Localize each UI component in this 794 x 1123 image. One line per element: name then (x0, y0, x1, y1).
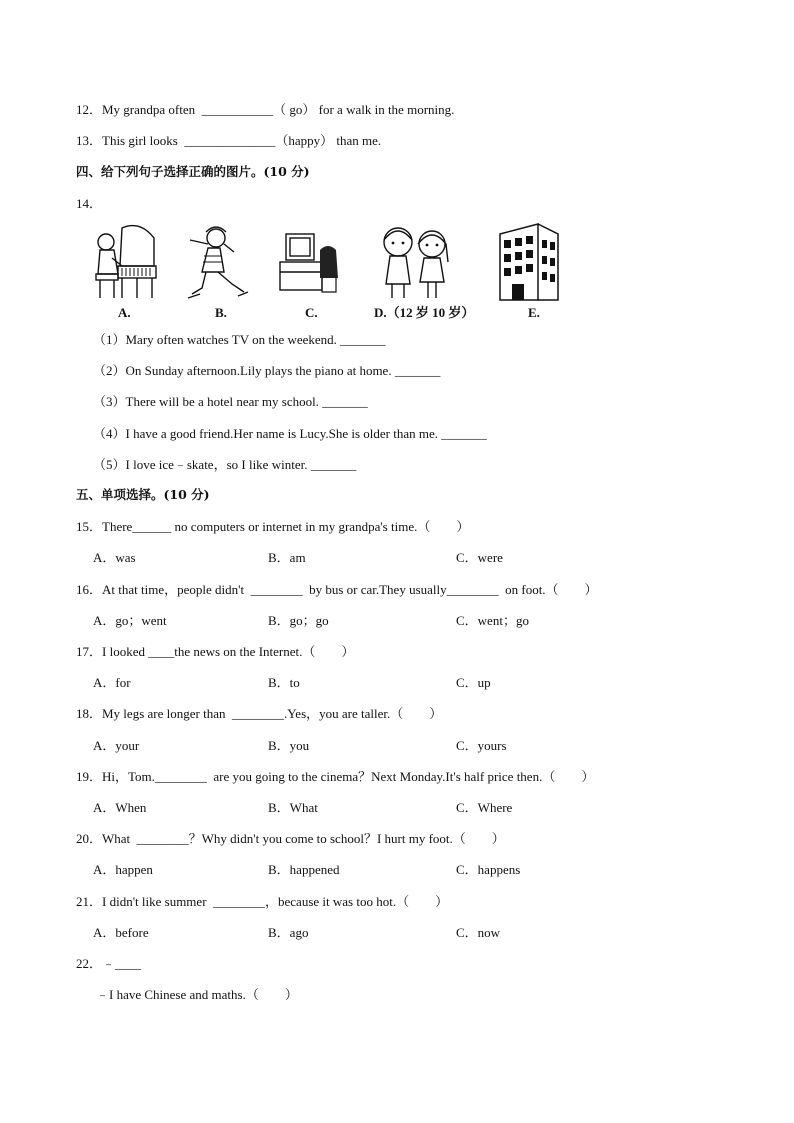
q16-option-a: A．go；went (93, 613, 167, 628)
picture-e-label: E. (528, 305, 540, 320)
picture-d-label: D.（12 岁 10 岁） (374, 305, 475, 320)
question-22-reply: ﹣I have Chinese and maths.（ ） (96, 987, 298, 1002)
picture-b-skater (184, 222, 252, 302)
q16-option-c: C．went；go (456, 613, 529, 628)
tv-watching-drawing (276, 230, 342, 300)
picture-c-label: C. (305, 305, 318, 320)
q19-option-a: A．When (93, 800, 147, 815)
hotel-building-drawing (494, 220, 562, 302)
section-5-heading: 五、单项选择。(10 分) (76, 487, 210, 502)
sentence-5: （5）I love ice﹣skate，so I like winter. _______ (93, 457, 357, 472)
question-17: 17．I looked ____the news on the Internet.（ ） (76, 644, 355, 659)
sentence-2: （2）On Sunday afternoon.Lily plays the piano at home. _______ (93, 363, 441, 378)
skating-kid-drawing (184, 222, 252, 302)
q18-option-a: A．your (93, 738, 140, 753)
question-16: 16．At that time，people didn't ________ by bus or car.They usually________ on foot.（ ） (76, 582, 598, 597)
piano-girl-drawing (92, 218, 162, 302)
q15-option-c: C．were (456, 550, 503, 565)
q21-option-a: A．before (93, 925, 149, 940)
question-20: 20．What ________？Why didn't you come to school？I hurt my foot.（ ） (76, 831, 505, 846)
question-21: 21．I didn't like summer ________，because it was too hot.（ ） (76, 894, 449, 909)
picture-a-piano (92, 218, 162, 302)
q21-option-c: C．now (456, 925, 501, 940)
q20-option-a: A．happen (93, 862, 153, 877)
picture-e-building (494, 220, 562, 302)
question-22: 22．﹣____ (76, 956, 142, 971)
q19-option-c: C．Where (456, 800, 513, 815)
q19-option-b: B．What (268, 800, 318, 815)
sentence-1: （1）Mary often watches TV on the weekend. _______ (93, 332, 386, 347)
q17-option-a: A．for (93, 675, 131, 690)
question-12: 12．My grandpa often ___________（ go） for a walk in the morning. (76, 102, 455, 117)
q15-option-b: B．am (268, 550, 306, 565)
two-girls-drawing (380, 222, 454, 302)
picture-d-two-girls (380, 222, 454, 302)
q17-option-b: B．to (268, 675, 300, 690)
question-19: 19．Hi，Tom.________ are you going to the cinema？Next Monday.It's half price then.（ ） (76, 769, 595, 784)
question-18: 18．My legs are longer than ________.Yes，you are taller.（ ） (76, 706, 443, 721)
q16-option-b: B．go；go (268, 613, 329, 628)
picture-a-label: A. (118, 305, 131, 320)
sentence-4: （4）I have a good friend.Her name is Lucy.She is older than me. _______ (93, 426, 487, 441)
question-13: 13．This girl looks ______________（happy） than me. (76, 133, 382, 148)
q18-option-c: C．yours (456, 738, 507, 753)
question-14: 14． (76, 196, 103, 211)
picture-b-label: B. (215, 305, 227, 320)
picture-c-tv (276, 230, 342, 300)
q18-option-b: B．you (268, 738, 310, 753)
q17-option-c: C．up (456, 675, 491, 690)
q20-option-c: C．happens (456, 862, 521, 877)
sentence-3: （3）There will be a hotel near my school. _______ (93, 394, 368, 409)
q20-option-b: B．happened (268, 862, 340, 877)
section-4-heading: 四、给下列句子选择正确的图片。(10 分) (76, 164, 310, 179)
q21-option-b: B．ago (268, 925, 309, 940)
q15-option-a: A．was (93, 550, 136, 565)
question-15: 15．There______ no computers or internet in my grandpa's time.（ ） (76, 519, 470, 534)
